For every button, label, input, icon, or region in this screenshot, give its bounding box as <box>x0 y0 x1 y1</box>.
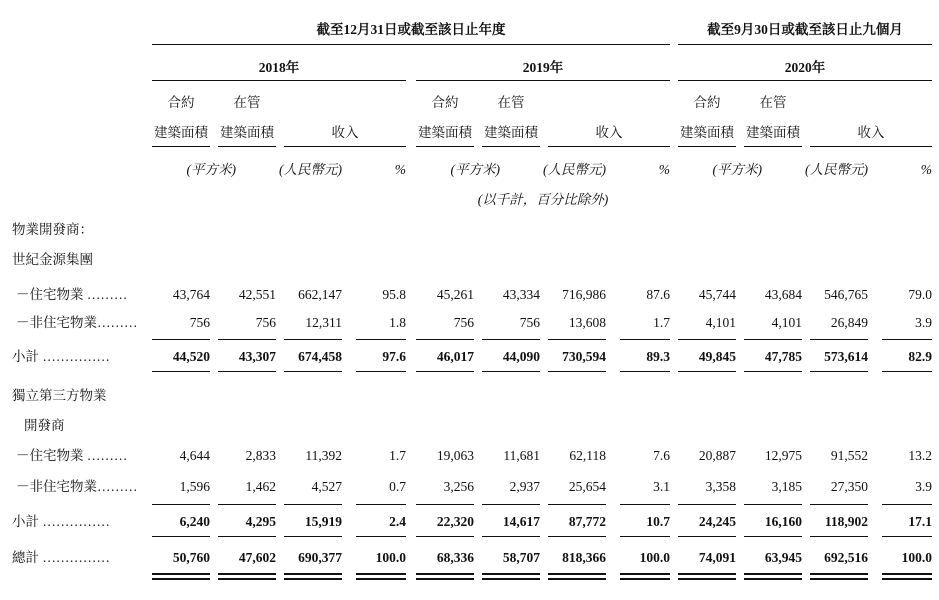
table-cell: 10.7 <box>646 514 670 529</box>
col-header-contract: 建築面積 <box>418 125 472 140</box>
divider <box>810 578 868 580</box>
divider <box>810 146 932 147</box>
footnote: (以千計，百分比除外) <box>477 192 609 207</box>
divider <box>882 536 932 537</box>
subtotal-row-label: 小計 …………… <box>12 514 110 529</box>
table-cell: 47,785 <box>764 349 802 364</box>
col-header-managed: 建築面積 <box>746 125 800 140</box>
table-cell: 756 <box>255 315 276 330</box>
divider <box>548 504 606 505</box>
divider <box>744 146 802 147</box>
divider <box>548 146 670 147</box>
table-cell: 45,261 <box>436 287 474 302</box>
divider <box>678 339 736 340</box>
table-cell: 0.7 <box>389 479 406 494</box>
unit-pct: % <box>394 162 406 177</box>
col-header-managed: 建築面積 <box>220 125 274 140</box>
table-cell: 47,602 <box>238 550 276 565</box>
divider <box>218 146 276 147</box>
table-cell: 95.8 <box>382 287 406 302</box>
table-cell: 118,902 <box>824 514 868 529</box>
divider <box>152 146 210 147</box>
divider <box>356 536 406 537</box>
group-heading: 世紀金源集團 <box>12 252 93 267</box>
section-heading: 開發商 <box>24 418 65 433</box>
table-cell: 68,336 <box>436 550 474 565</box>
divider <box>744 339 802 340</box>
divider <box>284 573 342 575</box>
table-cell: 26,849 <box>830 315 868 330</box>
divider <box>218 339 276 340</box>
divider <box>620 578 670 580</box>
divider <box>284 536 342 537</box>
table-cell: 13.2 <box>908 448 932 463</box>
divider <box>152 339 210 340</box>
col-header-revenue: 收入 <box>331 125 359 140</box>
table-cell: 25,654 <box>568 479 606 494</box>
table-cell: 14,617 <box>502 514 540 529</box>
table-cell: 63,945 <box>764 550 802 565</box>
table-cell: 74,091 <box>698 550 736 565</box>
unit-rmb: (人民幣元) <box>543 162 606 177</box>
divider <box>678 573 736 575</box>
table-row-label: －非住宅物業……… <box>16 315 138 330</box>
table-cell: 50,760 <box>172 550 210 565</box>
divider <box>416 146 474 147</box>
table-cell: 573,614 <box>824 349 868 364</box>
divider <box>882 371 932 372</box>
col-header-revenue: 收入 <box>595 125 623 140</box>
table-cell: 45,744 <box>698 287 736 302</box>
table-row-label: －住宅物業 ……… <box>16 287 128 302</box>
divider <box>356 504 406 505</box>
section-heading: 獨立第三方物業 <box>12 388 107 403</box>
divider <box>620 573 670 575</box>
divider <box>152 80 406 81</box>
divider <box>416 371 474 372</box>
unit-rmb: (人民幣元) <box>279 162 342 177</box>
table-cell: 91,552 <box>830 448 868 463</box>
divider <box>152 578 210 580</box>
col-header-contract: 合約 <box>431 95 459 110</box>
divider <box>620 504 670 505</box>
divider <box>152 573 210 575</box>
divider <box>152 371 210 372</box>
unit-pct: % <box>920 162 932 177</box>
table-cell: 16,160 <box>764 514 802 529</box>
divider <box>548 339 606 340</box>
table-cell: 7.6 <box>653 448 670 463</box>
divider <box>152 44 670 45</box>
divider <box>482 573 540 575</box>
table-cell: 756 <box>189 315 210 330</box>
divider <box>744 573 802 575</box>
divider <box>548 573 606 575</box>
table-cell: 3.9 <box>915 315 932 330</box>
unit-sqm: (平方米) <box>450 162 500 177</box>
divider <box>810 504 868 505</box>
divider <box>678 80 932 81</box>
group-header-nine-months: 截至9月30日或截至該日止九個月 <box>707 22 903 37</box>
table-cell: 716,986 <box>562 287 606 302</box>
divider <box>882 339 932 340</box>
divider <box>482 578 540 580</box>
table-cell: 1.7 <box>389 448 406 463</box>
divider <box>810 371 868 372</box>
divider <box>356 578 406 580</box>
table-cell: 20,887 <box>698 448 736 463</box>
divider <box>744 578 802 580</box>
group-header-years: 截至12月31日或截至該日止年度 <box>316 22 506 37</box>
divider <box>356 573 406 575</box>
table-cell: 87.6 <box>646 287 670 302</box>
table-cell: 6,240 <box>179 514 210 529</box>
divider <box>218 578 276 580</box>
table-cell: 43,764 <box>172 287 210 302</box>
table-cell: 44,520 <box>172 349 210 364</box>
table-cell: 756 <box>519 315 540 330</box>
table-cell: 4,527 <box>311 479 342 494</box>
col-header-managed: 在管 <box>759 95 787 110</box>
table-cell: 43,334 <box>502 287 540 302</box>
col-header-managed: 建築面積 <box>484 125 538 140</box>
divider <box>620 339 670 340</box>
table-cell: 730,594 <box>562 349 606 364</box>
table-cell: 662,147 <box>298 287 342 302</box>
table-cell: 3,256 <box>443 479 474 494</box>
divider <box>284 146 406 147</box>
table-cell: 43,307 <box>238 349 276 364</box>
divider <box>678 146 736 147</box>
divider <box>482 371 540 372</box>
divider <box>284 504 342 505</box>
table-cell: 3.1 <box>653 479 670 494</box>
divider <box>678 504 736 505</box>
table-cell: 87,772 <box>568 514 606 529</box>
divider <box>482 504 540 505</box>
divider <box>882 578 932 580</box>
table-cell: 27,350 <box>830 479 868 494</box>
table-cell: 756 <box>453 315 474 330</box>
table-cell: 15,919 <box>304 514 342 529</box>
col-header-revenue: 收入 <box>857 125 885 140</box>
divider <box>744 504 802 505</box>
table-cell: 82.9 <box>908 349 932 364</box>
table-row-label: －非住宅物業……… <box>16 479 138 494</box>
divider <box>620 536 670 537</box>
section-heading: 物業開發商： <box>12 222 93 237</box>
table-cell: 2,833 <box>245 448 276 463</box>
table-cell: 49,845 <box>698 349 736 364</box>
divider <box>620 371 670 372</box>
divider <box>416 573 474 575</box>
table-cell: 4,101 <box>771 315 802 330</box>
table-cell: 692,516 <box>824 550 868 565</box>
divider <box>416 504 474 505</box>
year-header-2020: 2020年 <box>784 60 826 75</box>
divider <box>284 578 342 580</box>
table-cell: 22,320 <box>436 514 474 529</box>
divider <box>482 536 540 537</box>
table-cell: 11,392 <box>305 448 342 463</box>
divider <box>218 504 276 505</box>
divider <box>882 573 932 575</box>
table-cell: 1,596 <box>179 479 210 494</box>
divider <box>356 371 406 372</box>
table-cell: 100.0 <box>639 550 670 565</box>
table-cell: 1.7 <box>653 315 670 330</box>
table-cell: 97.6 <box>382 349 406 364</box>
divider <box>356 339 406 340</box>
subtotal-row-label: 小計 …………… <box>12 349 110 364</box>
year-header-2019: 2019年 <box>522 60 564 75</box>
divider <box>416 578 474 580</box>
divider <box>678 371 736 372</box>
table-cell: 3.9 <box>915 479 932 494</box>
divider <box>678 536 736 537</box>
table-cell: 12,311 <box>305 315 342 330</box>
divider <box>744 536 802 537</box>
divider <box>416 80 670 81</box>
unit-pct: % <box>658 162 670 177</box>
col-header-contract: 合約 <box>167 95 195 110</box>
divider <box>744 371 802 372</box>
table-cell: 1,462 <box>245 479 276 494</box>
table-cell: 3,185 <box>771 479 802 494</box>
table-cell: 58,707 <box>502 550 540 565</box>
divider <box>548 536 606 537</box>
table-cell: 4,644 <box>179 448 210 463</box>
col-header-contract: 建築面積 <box>154 125 208 140</box>
divider <box>152 536 210 537</box>
table-cell: 17.1 <box>908 514 932 529</box>
table-cell: 546,765 <box>824 287 868 302</box>
divider <box>416 536 474 537</box>
table-cell: 674,458 <box>298 349 342 364</box>
table-cell: 19,063 <box>436 448 474 463</box>
col-header-managed: 在管 <box>497 95 525 110</box>
table-cell: 42,551 <box>238 287 276 302</box>
divider <box>548 371 606 372</box>
table-cell: 3,358 <box>705 479 736 494</box>
table-cell: 100.0 <box>375 550 406 565</box>
divider <box>284 339 342 340</box>
table-cell: 62,118 <box>569 448 606 463</box>
divider <box>416 339 474 340</box>
col-header-contract: 合約 <box>693 95 721 110</box>
divider <box>810 536 868 537</box>
divider <box>482 339 540 340</box>
divider <box>482 146 540 147</box>
divider <box>678 578 736 580</box>
divider <box>218 371 276 372</box>
table-cell: 1.8 <box>389 315 406 330</box>
unit-rmb: (人民幣元) <box>805 162 868 177</box>
divider <box>152 504 210 505</box>
table-cell: 13,608 <box>568 315 606 330</box>
table-row-label: －住宅物業 ……… <box>16 448 128 463</box>
table-cell: 4,101 <box>705 315 736 330</box>
table-cell: 44,090 <box>502 349 540 364</box>
divider <box>810 573 868 575</box>
table-cell: 89.3 <box>646 349 670 364</box>
table-cell: 2.4 <box>389 514 406 529</box>
total-row-label: 總計 …………… <box>12 550 110 565</box>
table-cell: 4,295 <box>245 514 276 529</box>
divider <box>548 578 606 580</box>
divider <box>284 371 342 372</box>
col-header-managed: 在管 <box>233 95 261 110</box>
table-cell: 690,377 <box>298 550 342 565</box>
unit-sqm: (平方米) <box>712 162 762 177</box>
table-cell: 100.0 <box>901 550 932 565</box>
table-cell: 79.0 <box>908 287 932 302</box>
table-cell: 46,017 <box>436 349 474 364</box>
divider <box>882 504 932 505</box>
table-cell: 43,684 <box>764 287 802 302</box>
col-header-contract: 建築面積 <box>680 125 734 140</box>
divider <box>678 44 932 45</box>
table-cell: 818,366 <box>562 550 606 565</box>
divider <box>218 536 276 537</box>
divider <box>218 573 276 575</box>
table-cell: 24,245 <box>698 514 736 529</box>
table-cell: 11,681 <box>503 448 540 463</box>
unit-sqm: (平方米) <box>186 162 236 177</box>
year-header-2018: 2018年 <box>258 60 300 75</box>
divider <box>810 339 868 340</box>
table-cell: 12,975 <box>764 448 802 463</box>
table-cell: 2,937 <box>509 479 540 494</box>
